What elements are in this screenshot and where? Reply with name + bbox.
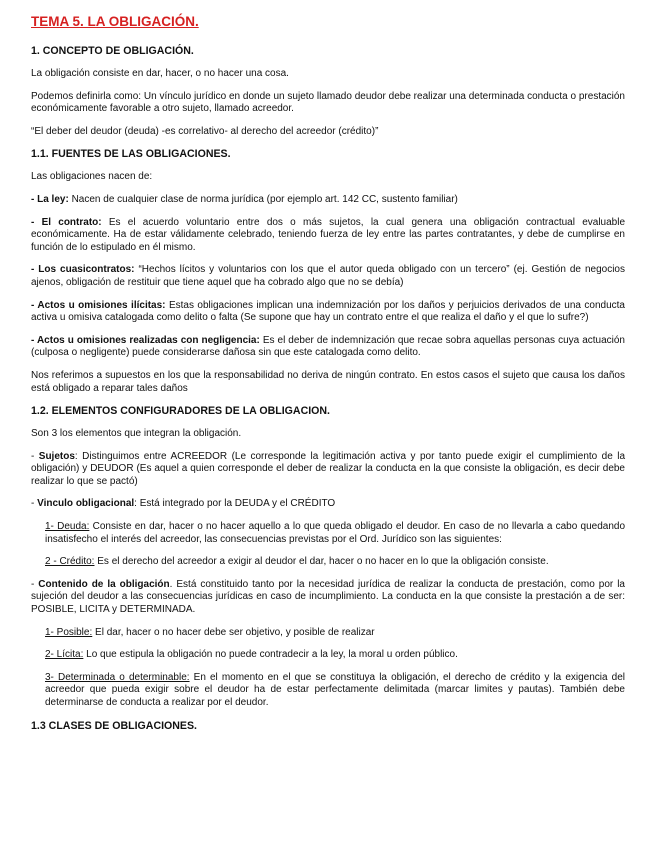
dash: - <box>31 450 39 462</box>
item-label: 1- Posible: <box>45 626 93 638</box>
item-text: Estas obligaciones implican una indemnización por los daños y perjuicios derivados de una conducta activa u omisiva catalogada como delito o falta (Se supone que hay un contrato entre el que realiza el daño y el que lo sufre?) <box>31 299 625 324</box>
dash: - <box>31 498 38 510</box>
sub-item-licita <box>31 649 625 662</box>
section-heading-elementos: 1.2. ELEMENTOS CONFIGURADORES DE LA OBLIGACION. <box>31 405 331 418</box>
list-item-contrato <box>31 217 625 255</box>
element-contenido <box>31 579 625 617</box>
dash: - <box>31 578 39 590</box>
sub-item-posible <box>31 627 625 640</box>
item-label: - Actos u omisiones ilícitas: <box>31 299 166 311</box>
item-text: : Distinguimos entre ACREEDOR (Le corresponde la legitimación activa y por tanto puede exigir el cumplimiento de la obligación) y DEUDOR (Es aquel a quien corresponde el deber de realizar la conducta en la que consiste la obligación, es decir debe realizar lo que se pactó) <box>31 450 626 487</box>
item-label: 2 - Crédito: <box>45 556 95 568</box>
sub-item-credito <box>31 556 625 569</box>
element-sujetos <box>31 451 625 489</box>
item-label: Vinculo obligacional <box>37 498 135 510</box>
item-label: Contenido de la obligación <box>38 578 170 590</box>
item-text: En el momento en el que se constituya la obligación, el derecho de crédito y la exigencia del acreedor que pueda exigir sobre el deudor ha de estar perfectamente delimitada (marcar limites y pautas). También debe determinarse de conducta a realizar por el deudor. <box>45 671 625 708</box>
document-title: TEMA 5. LA OBLIGACIÓN. <box>31 14 199 29</box>
item-text: Es el derecho del acreedor a exigir al deudor el dar, hacer o no hacer en lo que la obligación consiste. <box>94 556 549 568</box>
item-label: 1- Deuda: <box>45 521 90 533</box>
sub-item-deuda <box>31 521 625 546</box>
list-item-ley <box>31 194 625 207</box>
document-page <box>31 14 625 733</box>
item-label: - La ley: <box>31 193 69 205</box>
item-text: Es el acuerdo voluntario entre dos o más sujetos, la cual genera una obligación contractual evaluable económicamente. Ha de estar válidamente celebrado, teniendo fuerza de ley entre las partes contratantes, y debe de cumplirse en función de lo estipulado en él mismo. <box>31 216 626 253</box>
list-item-cuasicontratos <box>31 264 625 289</box>
item-label: - Actos u omisiones realizadas con negligencia: <box>31 334 260 346</box>
item-text: “Hechos lícitos y voluntarios con los que el autor queda obligado con un tercero” (ej. Gestión de negocios ajenos, obligación de restituir que tiene aquel que ha cobrado algo que no se debía) <box>31 264 625 288</box>
item-text: : Está integrado por la DEUDA y el CRÉDITO <box>134 498 336 510</box>
element-vinculo <box>31 498 625 511</box>
item-text: Nacen de cualquier clase de norma jurídica (por ejemplo art. 142 CC, sustento familiar) <box>68 193 458 205</box>
paragraph: Son 3 los elementos que integran la obligación. <box>31 428 242 440</box>
paragraph: Nos referimos a supuestos en los que la responsabilidad no deriva de ningún contrato. En estos casos el sujeto que causa los daños está obligado a reparar tales daños <box>31 369 625 394</box>
item-text: Lo que estipula la obligación no puede contradecir a la ley, la moral u orden público. <box>83 649 458 661</box>
paragraph: Podemos definirla como: Un vínculo jurídico en donde un sujeto llamado deudor debe realizar una determinada conducta o prestación económicamente favorable a otro sujeto, llamado acreedor. <box>31 90 625 115</box>
paragraph: La obligación consiste en dar, hacer, o no hacer una cosa. <box>31 68 289 79</box>
list-item-actos-ilicitos <box>31 300 625 325</box>
item-text: Es el deber de indemnización que recae sobra aquellas personas cuya actuación (culposa o negligente) puede considerarse dañosa sin que este catalogada como delito. <box>31 334 625 359</box>
item-label: Sujetos <box>38 450 75 462</box>
item-text: . Está constituido tanto por la necesidad jurídica de realizar la conducta de prestación, como por la sujeción del deudor a las consecuencias jurídicas en caso de incumplimiento. La conducta en la que consiste la prestación a de ser: POSIBLE, LICITA y DETERMINADA. <box>31 578 625 616</box>
paragraph: Las obligaciones nacen de: <box>31 171 153 183</box>
item-label: 2- Lícita: <box>45 649 84 661</box>
item-label: 3- Determinada o determinable: <box>45 671 190 683</box>
quote-paragraph: “El deber del deudor (deuda) -es correlativo- al derecho del acreedor (crédito)” <box>31 125 379 137</box>
sub-item-determinada <box>31 672 625 710</box>
item-label: - Los cuasicontratos: <box>31 264 135 276</box>
section-heading-concepto: 1. CONCEPTO DE OBLIGACIÓN. <box>31 45 194 57</box>
item-label: - El contrato: <box>31 216 102 228</box>
section-heading-fuentes: 1.1. FUENTES DE LAS OBLIGACIONES. <box>31 148 231 161</box>
item-text: Consiste en dar, hacer o no hacer aquello a lo que queda obligado el deudor. En caso de no llevarla a cabo quedando insatisfecho el interés del acreedor, las consecuencias previstas por el Ord. Jurídico son las siguientes: <box>45 521 626 545</box>
list-item-negligencia <box>31 335 625 360</box>
section-heading-clases: 1.3 CLASES DE OBLIGACIONES. <box>31 719 197 732</box>
item-text: El dar, hacer o no hacer debe ser objetivo, y posible de realizar <box>92 626 375 638</box>
